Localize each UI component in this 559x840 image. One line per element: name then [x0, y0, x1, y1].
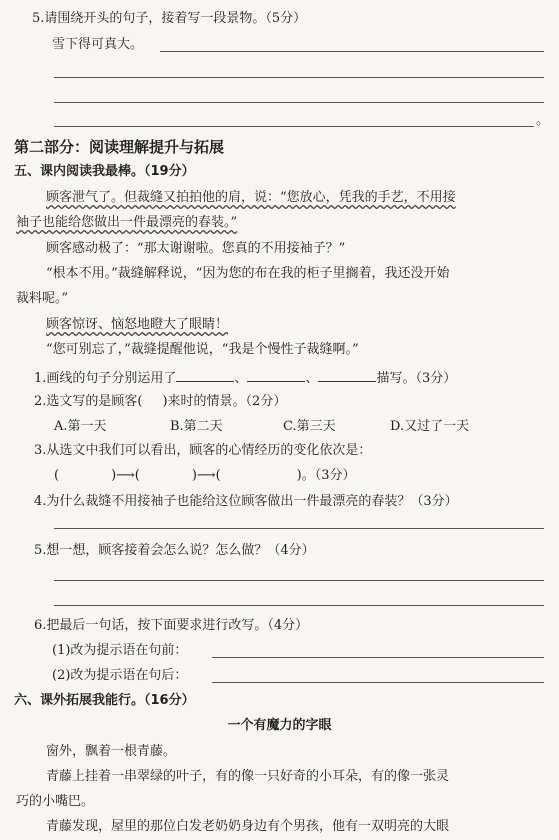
passage-line: 顾客感动极了：“那太谢谢啦。您真的不用接袖子？”: [46, 241, 346, 256]
underlined-sentence: 顾客泄气了。但裁缝又拍拍他的肩，说：“您放心，凭我的手艺，不用接: [46, 190, 456, 205]
story-line: 青藤上挂着一串翠绿的叶子，有的像一只好奇的小耳朵，有的像一张灵: [46, 769, 450, 784]
answer-blank[interactable]: [176, 367, 234, 382]
question-5: 5.想一想，顾客接着会怎么说？怎么做？（4分）: [34, 543, 315, 558]
question-1-text-end: 描写。（3分）: [376, 371, 457, 386]
answer-line[interactable]: [212, 682, 544, 683]
section-heading: 五、课内阅读我最棒。（19分）: [14, 164, 195, 179]
answer-line[interactable]: [160, 51, 544, 52]
question-1-text: 1.画线的句子分别运用了: [34, 371, 177, 386]
answer-line[interactable]: [54, 102, 544, 103]
story-line: 窗外，飘着一根青藤。: [46, 744, 177, 759]
option-b[interactable]: B.第二天: [170, 419, 223, 434]
question-3: 3.从选文中我们可以看出，顾客的心情经历的变化依次是：: [34, 443, 372, 458]
passage-line: “根本不用。”裁缝解释说，“因为您的布在我的柜子里搁着，我还没开始: [46, 266, 450, 281]
question-4: 4.为什么裁缝不用接袖子也能给这位顾客做出一件最漂亮的春装？（3分）: [34, 494, 458, 509]
answer-blank[interactable]: [247, 367, 305, 382]
paren-open: (: [54, 468, 60, 483]
arrow-sep: )⟶(: [111, 468, 140, 483]
option-c[interactable]: C.第三天: [283, 419, 336, 434]
passage-line: “您可别忘了，”裁缝提醒他说，“我是个慢性子裁缝啊。”: [46, 342, 359, 357]
section-heading: 六、课外拓展我能行。（16分）: [14, 693, 195, 708]
q3-answer-row: [54, 467, 355, 485]
question-6-1: (1)改为提示语在句前：: [52, 643, 188, 658]
part-title: 第二部分：阅读理解提升与拓展: [14, 138, 225, 156]
question-6: 6.把最后一句话，按下面要求进行改写。（4分）: [34, 618, 309, 633]
answer-line[interactable]: [54, 580, 544, 581]
separator: 、: [305, 371, 319, 386]
q3-end: )。（3分）: [296, 468, 356, 483]
q5-prev-end-mark: 。: [536, 113, 550, 128]
story-line: 青藤发现，屋里的那位白发老奶奶身边有个男孩，他有一双明亮的大眼: [46, 819, 450, 834]
answer-line[interactable]: [54, 77, 544, 78]
answer-line[interactable]: [212, 657, 544, 658]
question-2: [34, 393, 286, 411]
q5-prev-start-sentence: 雪下得可真大。: [52, 37, 144, 52]
separator: 、: [234, 371, 248, 386]
underlined-sentence: 顾客惊讶、恼怒地瞪大了眼睛！: [46, 317, 229, 332]
arrow-sep: )⟶(: [191, 468, 221, 483]
story-line: 巧的小嘴巴。: [16, 794, 95, 809]
passage-line: [46, 189, 456, 207]
answer-line[interactable]: [54, 126, 534, 127]
question-2-text-end: )来时的情景。（2分）: [162, 394, 287, 409]
q5-prev-prompt: 5.请围绕开头的句子，接着写一段景物。（5分）: [32, 11, 307, 26]
question-1: [34, 367, 456, 388]
option-a[interactable]: A.第一天: [54, 419, 107, 434]
answer-blank[interactable]: [318, 367, 376, 382]
story-title: 一个有魔力的字眼: [227, 718, 332, 733]
underlined-sentence: 袖子也能给您做出一件最漂亮的春装。”: [16, 215, 238, 230]
passage-line: [46, 316, 228, 334]
answer-line[interactable]: [54, 605, 544, 606]
passage-line: [16, 214, 237, 232]
option-d[interactable]: D.又过了一天: [390, 419, 470, 434]
question-6-2: (2)改为提示语在句后：: [52, 668, 188, 683]
answer-line[interactable]: [54, 528, 544, 529]
passage-line: 裁料呢。”: [16, 291, 69, 306]
question-2-text: 2.选文写的是顾客(: [34, 394, 143, 409]
